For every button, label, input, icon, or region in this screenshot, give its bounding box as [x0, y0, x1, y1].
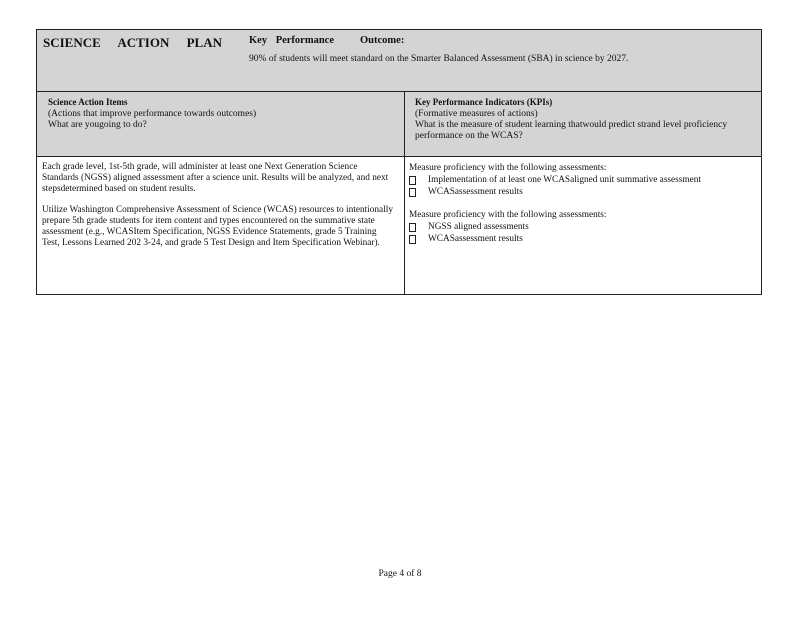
action-item: Utilize Washington Comprehensive Assessment of Science (WCAS) resources to intentionally prepare 5th grade students for item content and types encountered on the summative state assessment (e.g., WCASItem Specification, NGSS Evidence Statements, grade 5 Training Test, Lessons Learned 202 3-24, and grade 5 Test Design and Item Specification Webinar).: [42, 205, 394, 248]
action-items-desc: (Actions that improve performance towards outcomes): [48, 109, 257, 119]
plan-header: [37, 30, 761, 92]
action-items-question: What are yougoing to do?: [48, 120, 147, 130]
kpi-header: [415, 97, 755, 142]
kpi-group: [409, 209, 755, 245]
column-headers: [37, 92, 761, 157]
action-items-header: [48, 97, 398, 131]
kpi-item: [409, 221, 755, 233]
kpi-item-text: Implementation of at least one WCASaligned unit summative assessment: [428, 175, 702, 185]
kpi-desc: (Formative measures of actions): [415, 109, 538, 119]
kpo-label-part2: Outcome:: [360, 35, 405, 46]
kpi-item-text: NGSS aligned assessments: [428, 222, 529, 232]
kpi-intro: Measure proficiency with the following assessments:: [409, 163, 607, 173]
bullet-box-icon: [409, 223, 416, 232]
kpi-item: [409, 174, 755, 186]
kpi-question: What is the measure of student learning thatwould predict strand level proficiency performance on the WCAS?: [415, 120, 728, 141]
kpi-item-text: WCASassessment results: [428, 187, 523, 197]
action-plan-table: [36, 29, 762, 295]
bullet-box-icon: [409, 188, 416, 197]
kpi-group: [409, 162, 755, 198]
kpi-intro: Measure proficiency with the following assessments:: [409, 210, 607, 220]
action-item: Each grade level, 1st-5th grade, will administer at least one Next Generation Science Standards (NGSS) aligned assessment after a science unit. Results will be analyzed, and next stepsdetermined based on student results.: [42, 162, 389, 194]
key-performance-outcome-label: [249, 35, 404, 46]
kpi-item: [409, 186, 755, 198]
kpi-heading: Key Performance Indicators (KPIs): [415, 97, 553, 107]
action-items-heading: Science Action Items: [48, 97, 128, 107]
kpi-list: [409, 162, 755, 256]
bullet-box-icon: [409, 176, 416, 185]
bullet-box-icon: [409, 235, 416, 244]
key-performance-outcome-text: 90% of students will meet standard on the Smarter Balanced Assessment (SBA) in science by 2027.: [249, 54, 629, 64]
column-divider: [404, 92, 405, 294]
page-number: Page 4 of 8: [378, 569, 422, 579]
kpo-label-part1: Key Performance: [249, 35, 335, 46]
plan-title: SCIENCE ACTION PLAN: [43, 35, 222, 50]
kpi-item-text: WCASassessment results: [428, 234, 523, 244]
kpi-item: [409, 233, 755, 245]
action-items-list: [42, 162, 394, 259]
